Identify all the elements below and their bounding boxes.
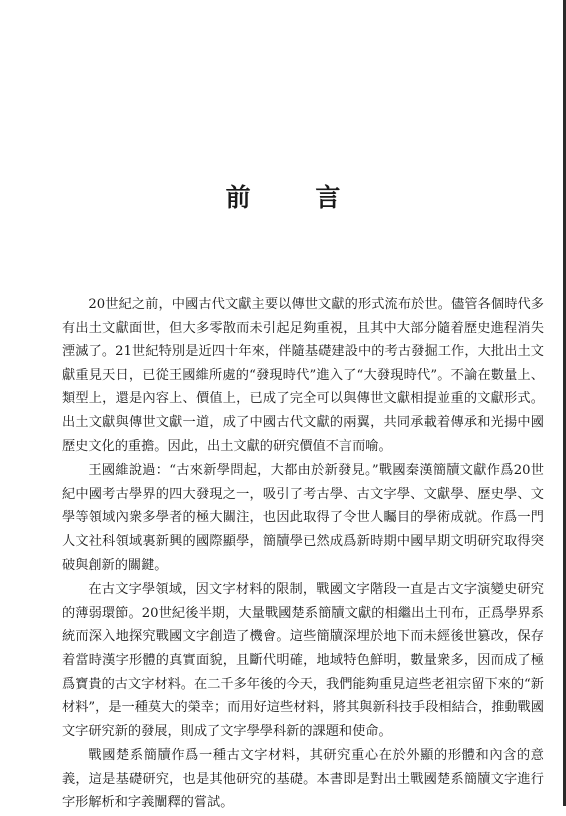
- preface-body: [62, 293, 544, 816]
- paragraph-2: 王國維說過：“古來新學問起，大都由於新發見。”戰國秦漢簡牘文獻作爲20世紀中國考古學界的四大發現之一，吸引了考古學、古文字學、文獻學、歷史學、文學等領域內衆多學者的極大關注，也因此取得了令世人矚目的學術成就。作爲一門人文社科領域裏新興的國際顯學，簡牘學已然成爲新時期中國早期文明研究取得突破與創新的關鍵。: [62, 463, 544, 573]
- paragraph-1: 20世紀之前，中國古代文獻主要以傳世文獻的形式流布於世。儘管各個時代多有出土文獻面世，但大多零散而未引起足夠重視，且其中大部分隨着歷史進程消失湮滅了。21世紀特別是近四十年來，伴隨基礎建設中的考古發掘工作，大批出土文獻重見天日，已從王國維所處的“發現時代”進入了“大發現時代”。不論在數量上、類型上，還是內容上、價值上，已成了完全可以與傳世文獻相提並重的文獻形式。出土文獻與傳世文獻一道，成了中國古代文獻的兩翼，共同承載着傳承和光揚中國歷史文化的重擔。因此，出土文獻的研究價值不言而喻。: [62, 297, 544, 454]
- paragraph-3: 在古文字學領域，因文字材料的限制，戰國文字階段一直是古文字演變史研究的薄弱環節。20世紀後半期，大量戰國楚系簡牘文獻的相繼出土刊布，正爲學界系統而深入地探究戰國文字創造了機會。這些簡牘深埋於地下而未經後世篡改，保存着當時漢字形體的真實面貌，且斷代明確，地域特色鮮明，數量衆多，因而成了極爲寶貴的古文字材料。在二千多年後的今天，我們能夠重見這些老祖宗留下來的“新材料”，是一種莫大的榮幸；而用好這些材料，將其與新科技手段相結合，推動戰國文字研究新的發展，則成了文字學學科新的課題和使命。: [62, 582, 544, 739]
- paragraph-4: 戰國楚系簡牘作爲一種古文字材料，其研究重心在於外顯的形體和內含的意義，這是基礎研究，也是其他研究的基礎。本書即是對出土戰國楚系簡牘文字進行字形解析和字義闡釋的嘗試。: [62, 748, 544, 811]
- page-title: 前 言: [225, 182, 369, 212]
